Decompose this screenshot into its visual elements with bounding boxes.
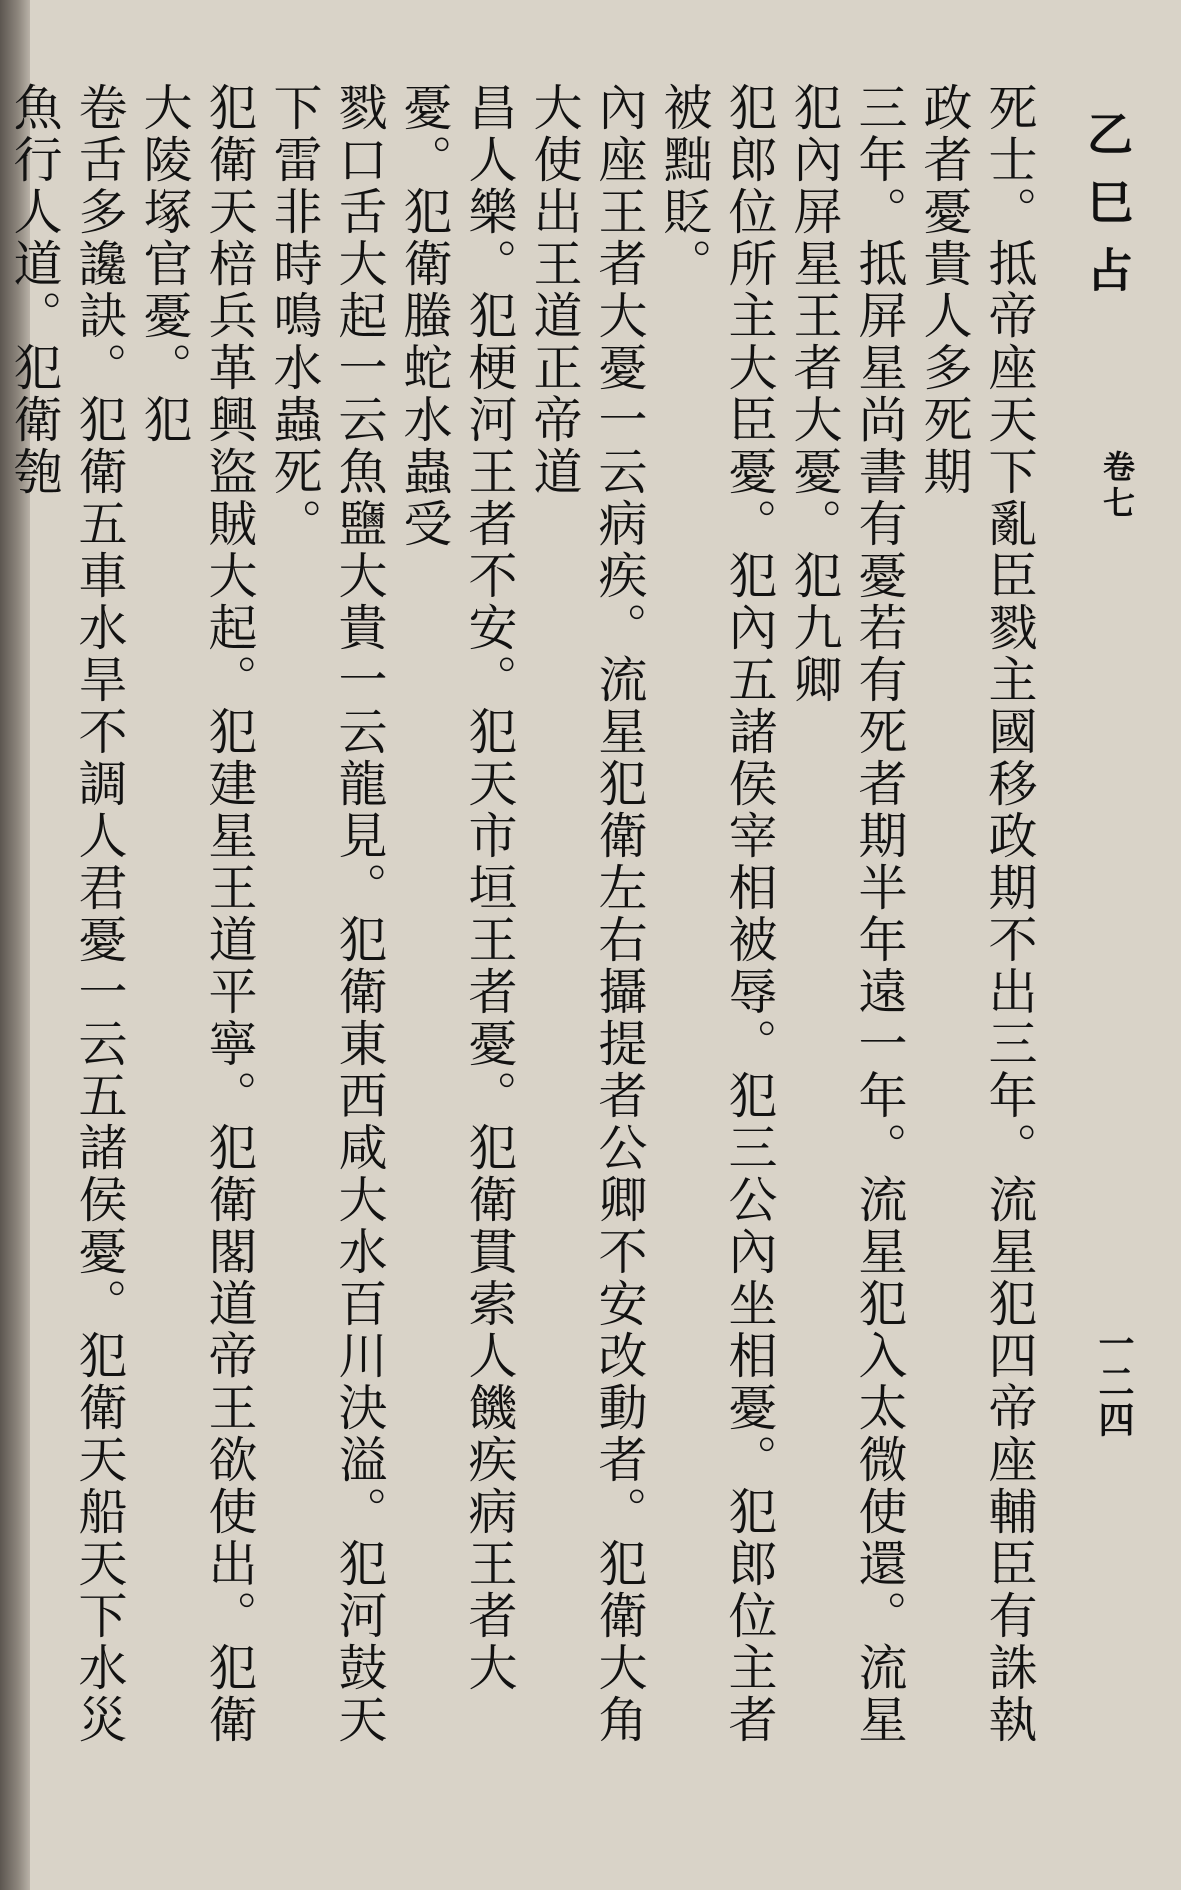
text-column: 死士。抵帝座天下亂臣戮主國移政期不出三年。流星犯四帝座輔臣有誅執政者憂貴人多死期 [916, 82, 1038, 1746]
text-column: 卷舌多讒訣。犯衛五車水旱不調人君憂一云五諸侯憂。犯衛天船天下水災魚行人道。犯衛匏 [6, 82, 128, 1746]
text-column: 犯衛天棓兵革興盜賊大起。犯建星王道平寧。犯衛閣道帝王欲使出。犯衛大陵塚官憂。犯 [136, 82, 258, 1746]
text-column: 戮口舌大起一云魚鹽大貴一云龍見。犯衛東西咸大水百川決溢。犯河鼓天下雷非時鳴水蟲死。 [266, 82, 388, 1746]
text-column: 內座王者大憂一云病疾。流星犯衛左右攝提者公卿不安改動者。犯衛大角大使出王道正帝道 [526, 82, 648, 1746]
text-column [0, 82, 2, 1782]
text-column: 犯郎位所主大臣憂。犯內五諸侯宰相被辱。犯三公內坐相憂。犯郎位主者被黜貶。 [656, 82, 778, 1746]
vertical-text-body [6, 82, 1042, 1782]
page-number: 一二四 [1093, 1325, 1135, 1439]
text-column: 三年。抵屏星尚書有憂若有死者期半年遠一年。流星犯入太微使還。流星犯內屏星王者大憂。犯九卿 [786, 82, 908, 1746]
text-column: 昌人樂。犯梗河王者不安。犯天市垣王者憂。犯衛貫索人饑疾病王者大憂。犯衛螣蛇水蟲受 [396, 82, 518, 1694]
book-title: 乙巳占 [1080, 110, 1134, 314]
volume-label: 卷七 [1098, 450, 1136, 522]
running-header [1060, 110, 1140, 1610]
